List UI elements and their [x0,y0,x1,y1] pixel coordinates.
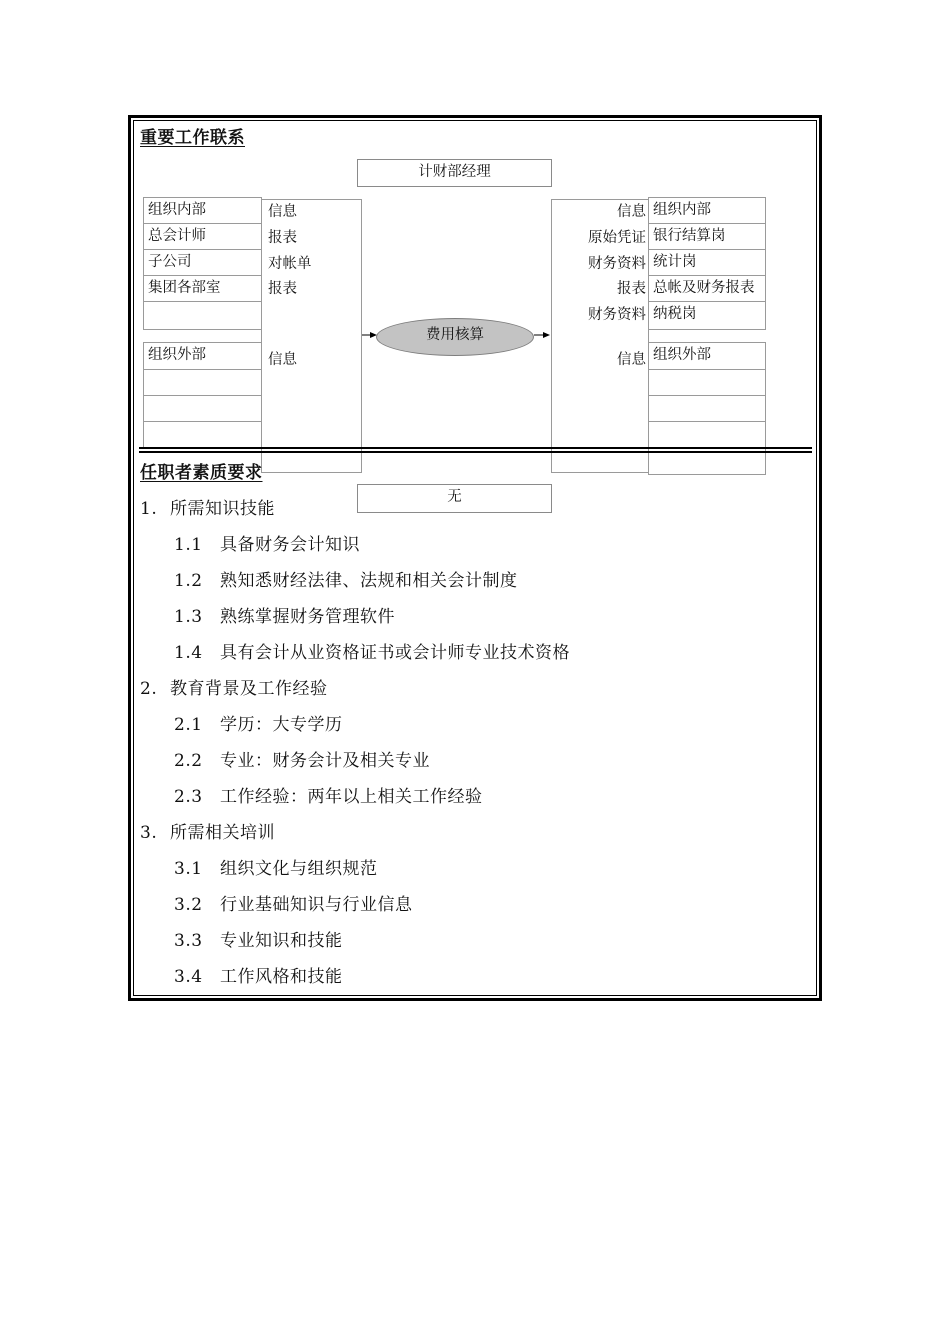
left-internal-box: 总会计师 [143,223,262,250]
right-internal-label: 信息 [617,204,646,220]
requirement-item [140,818,275,843]
item-number: 3.4 [174,967,203,987]
item-text: 熟练掌握财务管理软件 [220,607,395,627]
item-number: 3.3 [174,931,203,951]
section-divider [139,447,812,453]
item-text: 所需知识技能 [170,499,275,519]
right-internal-box: 统计岗 [648,249,766,276]
left-external-box [143,369,262,396]
item-text: 专业知识和技能 [220,931,343,951]
requirement-item [174,782,483,807]
item-number: 2. [140,679,158,699]
item-text: 专业：财务会计及相关专业 [220,751,430,771]
requirement-item [174,530,360,555]
left-external-box: 组织外部 [143,342,262,370]
requirement-item [174,638,570,663]
requirement-item [174,890,413,915]
top-manager-box: 计财部经理 [357,159,552,187]
requirement-item [140,674,328,699]
item-text: 工作经验：两年以上相关工作经验 [220,787,483,807]
item-number: 3.2 [174,895,203,915]
right-internal-label: 报表 [617,281,646,297]
item-text: 教育背景及工作经验 [170,679,328,699]
item-number: 1.3 [174,607,203,627]
left-internal-label: 报表 [268,230,297,246]
item-text: 熟知悉财经法律、法规和相关会计制度 [220,571,518,591]
arrow-right-head [543,332,550,338]
section-heading-work-relations: 重要工作联系 [140,128,245,148]
item-text: 行业基础知识与行业信息 [220,895,413,915]
requirement-item [174,566,518,591]
left-external-label: 信息 [268,352,297,368]
right-internal-label: 财务资料 [588,307,646,323]
right-internal-box: 总帐及财务报表 [648,275,766,302]
right-external-box: 组织外部 [648,342,766,370]
left-internal-label: 信息 [268,204,297,220]
right-external-box [648,369,766,396]
requirement-item [174,854,378,879]
item-number: 2.3 [174,787,203,807]
item-text: 学历：大专学历 [220,715,343,735]
right-external-box [648,395,766,422]
right-external-label: 信息 [617,352,646,368]
left-internal-box [143,301,262,330]
requirement-item [174,962,343,987]
item-number: 3.1 [174,859,203,879]
requirement-item [174,710,343,735]
item-number: 1.2 [174,571,203,591]
requirement-item [174,926,343,951]
bottom-none-box: 无 [357,484,552,513]
left-internal-label: 对帐单 [268,256,312,272]
item-text: 组织文化与组织规范 [220,859,378,879]
section-heading-qualifications: 任职者素质要求 [140,463,263,483]
item-number: 2.2 [174,751,203,771]
right-internal-box: 纳税岗 [648,301,766,330]
right-internal-box: 银行结算岗 [648,223,766,250]
requirement-item [174,746,430,771]
item-text: 工作风格和技能 [220,967,343,987]
left-internal-box: 集团各部室 [143,275,262,302]
item-number: 2.1 [174,715,203,735]
item-text: 具备财务会计知识 [220,535,360,555]
center-process-oval: 费用核算 [376,318,534,356]
item-text: 具有会计从业资格证书或会计师专业技术资格 [220,643,570,663]
left-internal-box: 组织内部 [143,197,262,224]
left-external-box [143,395,262,422]
requirement-item [174,602,395,627]
item-number: 3. [140,823,158,843]
item-number: 1.1 [174,535,203,555]
item-number: 1. [140,499,158,519]
left-external-box [143,421,262,448]
item-number: 1.4 [174,643,203,663]
right-internal-box: 组织内部 [648,197,766,224]
item-text: 所需相关培训 [170,823,275,843]
right-internal-label: 原始凭证 [588,230,646,246]
left-internal-box: 子公司 [143,249,262,276]
requirement-item [140,494,275,519]
right-internal-label: 财务资料 [588,256,646,272]
left-internal-label: 报表 [268,281,297,297]
